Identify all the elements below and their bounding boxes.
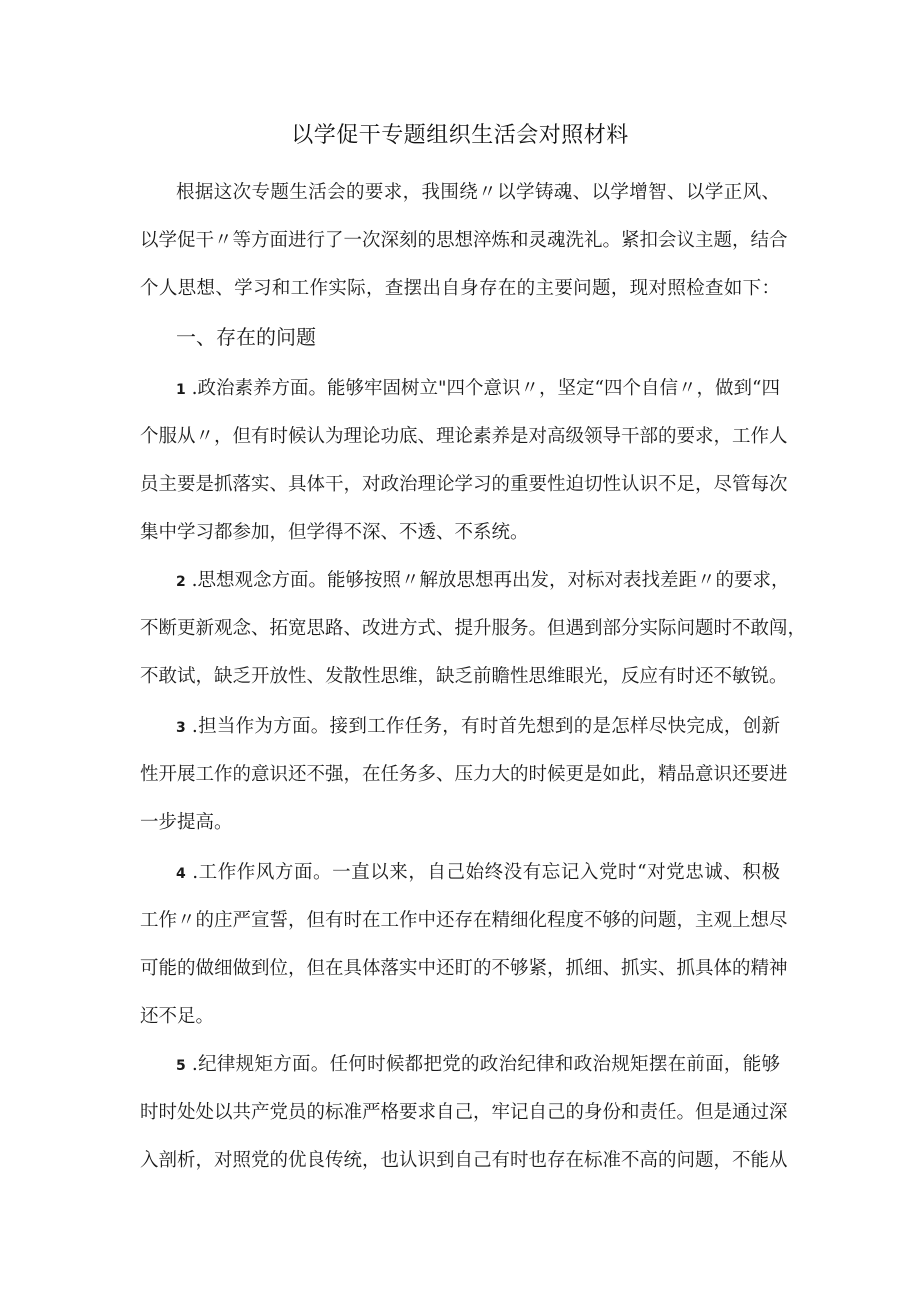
item-number: 3 <box>176 720 186 736</box>
list-item-line: 集中学习都参加，但学得不深、不透、不系统。 <box>140 522 529 543</box>
document-title: 以学促干专题组织生活会对照材料 <box>291 123 629 148</box>
item-number: 5 <box>176 1058 186 1074</box>
list-item-line <box>176 712 780 738</box>
list-item-line: 还不足。 <box>140 1006 215 1027</box>
item-number: 2 <box>176 574 186 590</box>
paragraph-line: 以学促干〃等方面进行了一次深刻的思想淬炼和灵魂洗礼。紧扣会议主题，结合 <box>140 230 788 251</box>
list-item-line <box>176 1050 780 1076</box>
item-text: .担当作为方面。接到工作任务，有时首先想到的是怎样尽快完成，创新 <box>185 716 780 737</box>
list-item-line: 可能的做细做到位，但在具体落实中还盯的不够紧，抓细、抓实、抓具体的精神 <box>140 958 788 979</box>
item-number: 1 <box>176 382 186 398</box>
list-item-line: 不断更新观念、拓宽思路、改进方式、提升服务。但遇到部分实际问题时不敢闯， <box>140 618 807 639</box>
paragraph-line: 个人思想、学习和工作实际，查摆出自身存在的主要问题，现对照检查如下： <box>140 278 780 299</box>
section-heading: 一、存在的问题 <box>176 325 316 349</box>
item-text: .纪律规矩方面。任何时候都把党的政治纪律和政治规矩摆在前面，能够 <box>185 1054 780 1075</box>
item-text: .政治素养方面。能够牢固树立"四个意识〃，坚定“四个自信〃，做到“四 <box>185 378 780 399</box>
item-text: .思想观念方面。能够按照〃解放思想再出发，对标对表找差距〃的要求， <box>185 570 790 591</box>
list-item-line <box>176 566 790 592</box>
list-item-line: 工作〃的庄严宣誓，但有时在工作中还存在精细化程度不够的问题，主观上想尽 <box>140 910 788 931</box>
list-item-line <box>176 858 780 884</box>
item-number: 4 <box>176 866 186 882</box>
list-item-line: 入剖析，对照党的优良传统，也认识到自己有时也存在标准不高的问题，不能从 <box>140 1150 788 1171</box>
paragraph-line: 根据这次专题生活会的要求，我围绕〃以学铸魂、以学增智、以学正风、 <box>176 182 780 203</box>
list-item-line: 时时处处以共产党员的标准严格要求自己，牢记自己的身份和责任。但是通过深 <box>140 1102 788 1123</box>
list-item-line <box>176 374 780 400</box>
list-item-line: 性开展工作的意识还不强，在任务多、压力大的时候更是如此，精品意识还要进 <box>140 764 788 785</box>
list-item-line: 不敢试，缺乏开放性、发散性思维，缺乏前瞻性思维眼光，反应有时还不敏锐。 <box>140 666 788 687</box>
list-item-line: 个服从〃，但有时候认为理论功底、理论素养是对高级领导干部的要求，工作人 <box>140 426 788 447</box>
list-item-line: 员主要是抓落实、具体干，对政治理论学习的重要性迫切性认识不足，尽管每次 <box>140 474 788 495</box>
item-text: .工作作风方面。一直以来，自己始终没有忘记入党时“对党忠诚、积极 <box>185 862 780 883</box>
list-item-line: 一步提高。 <box>140 812 233 833</box>
